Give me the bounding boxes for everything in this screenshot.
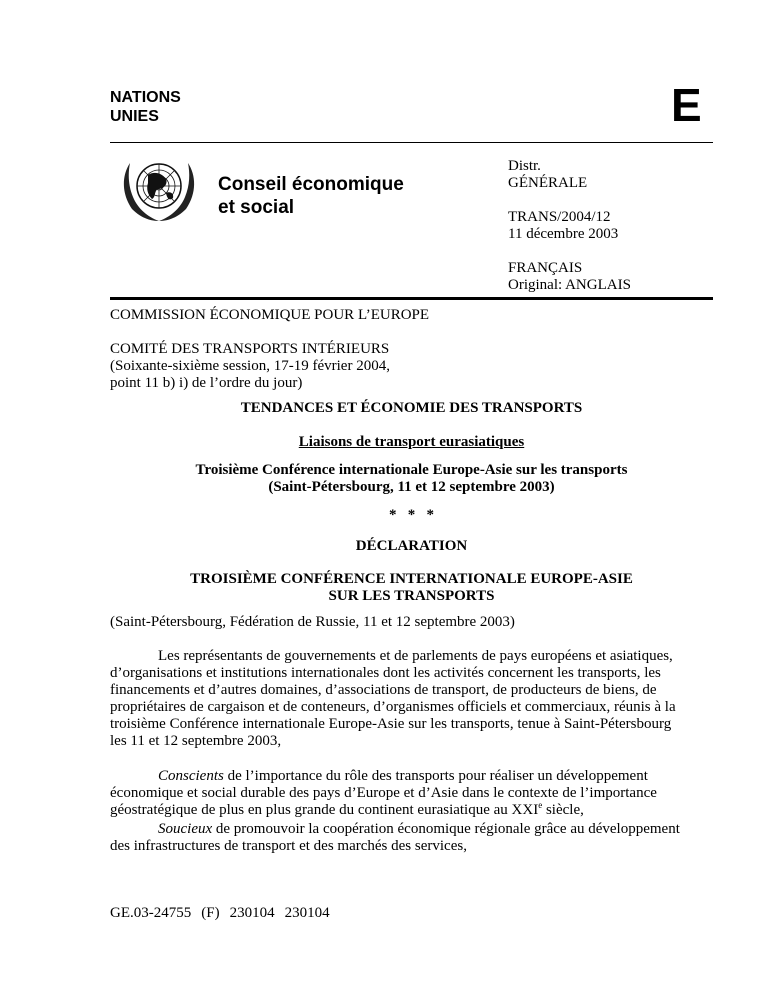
document-code: TRANS/2004/12 bbox=[508, 209, 611, 225]
org-name bbox=[110, 88, 181, 126]
document-language: FRANÇAIS bbox=[508, 260, 583, 276]
committee-name: COMITÉ DES TRANSPORTS INTÉRIEURS bbox=[110, 341, 390, 357]
declaration-title-line1: TROISIÈME CONFÉRENCE INTERNATIONALE EUROPE-ASIE bbox=[190, 571, 633, 587]
language-code: (F) bbox=[201, 905, 220, 921]
document-date: 11 décembre 2003 bbox=[508, 226, 619, 242]
paragraph-line: les 11 et 12 septembre 2003, bbox=[110, 733, 282, 749]
paragraph-line-rest: de l’importance du rôle des transports pour réaliser un développement bbox=[223, 768, 648, 784]
council-name-line2: et social bbox=[218, 197, 295, 218]
sub-heading: Liaisons de transport eurasiatiques bbox=[298, 434, 525, 450]
job-number: GE.03-24755 bbox=[110, 905, 192, 921]
declaration-title bbox=[110, 571, 713, 605]
header-top-rule bbox=[110, 142, 713, 143]
session-info: (Soixante-sixième session, 17-19 février 2004, bbox=[110, 358, 390, 374]
conference-title-line2: (Saint-Pétersbourg, 11 et 12 septembre 2003) bbox=[268, 479, 555, 495]
paragraph-line: Les représentants de gouvernements et de parlements de pays européens et asiatiques, bbox=[158, 648, 673, 664]
paragraph-line bbox=[110, 768, 713, 785]
section-separator: * * * bbox=[389, 507, 434, 523]
header-bottom-rule bbox=[110, 297, 713, 300]
century-superscript: e bbox=[538, 800, 543, 810]
council-name bbox=[218, 173, 404, 219]
declaration-heading: DÉCLARATION bbox=[355, 538, 468, 554]
paragraph-line: propriétaires de cargaison et de conteneurs, d’organismes officiels et commerciaux, réunis à la bbox=[110, 699, 676, 715]
paragraph-line bbox=[110, 821, 713, 838]
paragraph-soucieux bbox=[110, 821, 713, 855]
document-metadata bbox=[508, 158, 631, 311]
paragraph-line bbox=[110, 802, 713, 819]
conference-title-line1: Troisième Conférence internationale Europe-Asie sur les transports bbox=[195, 462, 628, 478]
paragraph-line: économique et social durable des pays d’Europe et d’Asie dans le contexte de l’importance bbox=[110, 785, 657, 801]
paragraph-representatives bbox=[110, 648, 713, 750]
original-language: Original: ANGLAIS bbox=[508, 277, 631, 293]
paragraph-line: d’organisations et institutions internationales dont les activités concernent les transports, les bbox=[110, 665, 661, 681]
commission-name: COMMISSION ÉCONOMIQUE POUR L’EUROPE bbox=[110, 307, 430, 323]
paragraph-lead-word: Soucieux bbox=[158, 821, 213, 837]
distribution-value: GÉNÉRALE bbox=[508, 175, 588, 191]
paragraph-line: financements et d’autres domaines, d’associations de transport, de producteurs de biens, de bbox=[110, 682, 657, 698]
footer-job-line bbox=[110, 905, 340, 922]
paragraph-line-text: siècle, bbox=[542, 802, 584, 818]
footer-date-2: 230104 bbox=[284, 905, 330, 921]
committee-block bbox=[110, 341, 390, 392]
paragraph-line: des infrastructures de transport et des marchés des services, bbox=[110, 838, 467, 854]
paragraph-lead-word: Conscients bbox=[158, 768, 224, 784]
document-symbol-letter: E bbox=[671, 79, 702, 131]
org-name-line2: UNIES bbox=[110, 108, 159, 125]
paragraph-conscients bbox=[110, 768, 713, 819]
place-date-line: (Saint-Pétersbourg, Fédération de Russie, 11 et 12 septembre 2003) bbox=[110, 614, 515, 630]
paragraph-line: troisième Conférence internationale Europe-Asie sur les transports, tenue à Saint-Pétersbourg bbox=[110, 716, 672, 732]
conference-title bbox=[110, 462, 713, 496]
paragraph-line-rest: de promouvoir la coopération économique régionale grâce au développement bbox=[212, 821, 680, 837]
main-heading: TENDANCES ET ÉCONOMIE DES TRANSPORTS bbox=[240, 400, 583, 416]
footer-date-1: 230104 bbox=[229, 905, 275, 921]
distribution-label: Distr. bbox=[508, 158, 541, 174]
council-name-line1: Conseil économique bbox=[218, 174, 404, 195]
un-emblem-icon bbox=[118, 153, 200, 223]
org-name-line1: NATIONS bbox=[110, 89, 181, 106]
agenda-item: point 11 b) i) de l’ordre du jour) bbox=[110, 375, 303, 391]
paragraph-line-text: géostratégique de plus en plus grande du continent eurasiatique au XXI bbox=[110, 802, 539, 818]
declaration-title-line2: SUR LES TRANSPORTS bbox=[328, 588, 495, 604]
